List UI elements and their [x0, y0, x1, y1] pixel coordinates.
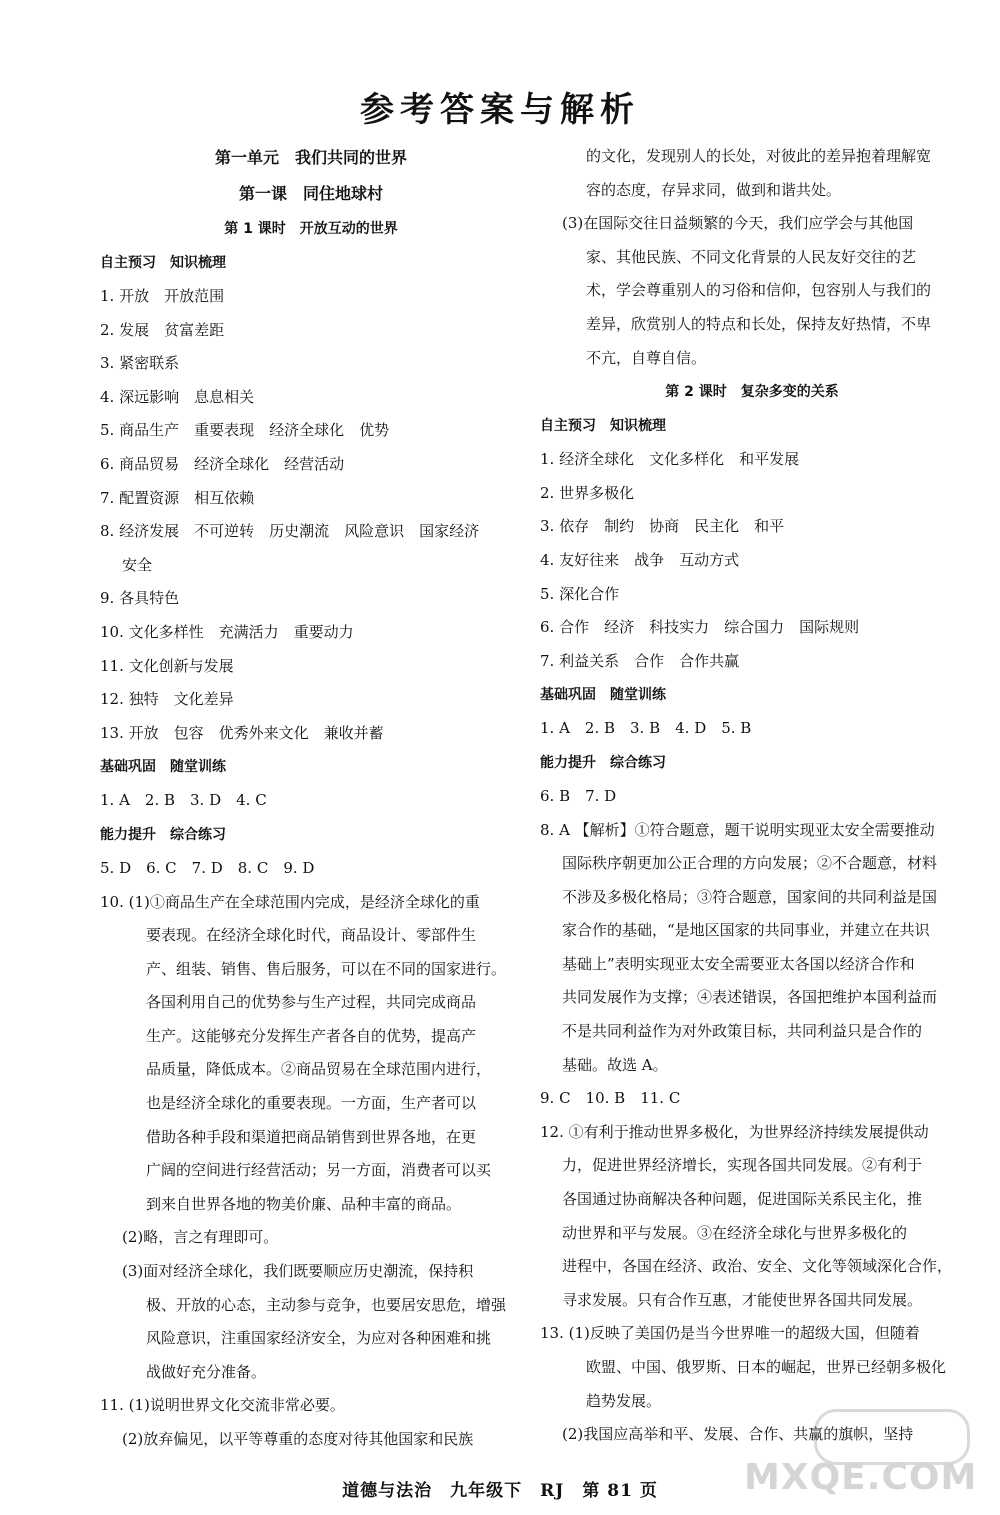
answer-line: 2. 发展 贫富差距: [100, 320, 225, 339]
answer-line: 6. B 7. D: [540, 786, 617, 805]
answer-line: 13. 开放 包容 优秀外来文化 兼收并蓄: [100, 723, 384, 742]
answer-line: 进程中，各国在经济、政治、安全、文化等领域深化合作，: [562, 1257, 953, 1276]
page-title: 参考答案与解析: [360, 90, 640, 130]
answer-line: 8. 经济发展 不可逆转 历史潮流 风险意识 国家经济: [100, 522, 480, 541]
answer-line: 安全: [122, 555, 153, 574]
answer-line: 3. 紧密联系: [100, 354, 180, 373]
answer-line: 1. 开放 开放范围: [100, 287, 225, 305]
answer-line: 借助各种手段和渠道把商品销售到世界各地，在更: [146, 1127, 477, 1146]
answer-line: 11. (1)说明世界文化交流非常必要。: [100, 1396, 345, 1415]
answer-line: 生产。这能够充分发挥生产者各自的优势，提高产: [146, 1026, 477, 1045]
answer-line: 不是共同利益作为对外政策目标，共同利益只是合作的: [562, 1022, 923, 1041]
answer-line: 不亢，自尊自信。: [586, 348, 707, 367]
answer-line: 到来自世界各地的物美价廉、品种丰富的商品。: [146, 1194, 462, 1213]
answer-line: 各国利用自己的优势参与生产过程，共同完成商品: [146, 993, 477, 1012]
answer-line: 5. D 6. C 7. D 8. C 9. D: [100, 858, 315, 877]
answer-line: 品质量，降低成本。②商品贸易在全球范围内进行，: [146, 1060, 492, 1079]
answer-line: 10. (1)①商品生产在全球范围内完成，是经济全球化的重: [100, 892, 480, 911]
section-heading-basic: 基础巩固 随堂训练: [540, 687, 666, 704]
answer-line: 趋势发展。: [586, 1391, 662, 1410]
answer-line: 8. A 【解析】①符合题意，题干说明实现亚太安全需要推动: [540, 820, 935, 839]
answer-line: 产、组装、销售、售后服务，可以在不同的国家进行。: [146, 959, 507, 978]
answer-line: 共同发展作为支撑；④表述错误，各国把维护本国利益而: [562, 988, 938, 1007]
answer-line: 5. 深化合作: [540, 584, 620, 603]
answer-line: 4. 深远影响 息息相关: [100, 387, 255, 406]
answer-line: 各国通过协商解决各种问题，促进国际关系民主化，推: [562, 1190, 923, 1209]
answer-line: 1. A 2. B 3. B 4. D 5. B: [540, 719, 752, 738]
answer-line: 1. A 2. B 3. D 4. C: [100, 791, 267, 810]
answer-line: 风险意识，注重国家经济安全，为应对各种困难和挑: [146, 1329, 492, 1348]
section-heading-ability: 能力提升 综合练习: [540, 754, 666, 771]
answer-line: 12. ①有利于推动世界多极化，为世界经济持续发展提供动: [540, 1122, 929, 1141]
section-heading-preview: 自主预习 知识梳理: [540, 418, 666, 435]
answer-line: 的文化，发现别人的长处，对彼此的差异抱着理解宽: [586, 147, 932, 165]
answer-line: 术，学会尊重别人的习俗和信仰，包容别人与我们的: [586, 281, 932, 300]
answer-line: 家、其他民族、不同文化背景的人民友好交往的艺: [586, 247, 917, 266]
period-heading: 第 1 课时 开放互动的世界: [224, 221, 398, 237]
section-heading-basic: 基础巩固 随堂训练: [100, 759, 226, 776]
answer-line: 极、开放的心态，主动参与竞争，也要居安思危，增强: [146, 1295, 507, 1314]
answer-line: 4. 友好往来 战争 互动方式: [540, 550, 740, 569]
answer-line: 广阔的空间进行经营活动；另一方面，消费者可以买: [146, 1161, 492, 1180]
answer-line: (2)我国应高举和平、发展、合作、共赢的旗帜，坚持: [562, 1425, 914, 1444]
answer-line: 差异，欣赏别人的特点和长处，保持友好热情，不卑: [586, 314, 932, 333]
answer-line: 容的态度，存异求同，做到和谐共处。: [586, 180, 842, 199]
unit-heading: 第一单元 我们共同的世界: [214, 148, 407, 167]
answer-line: (3)面对经济全球化，我们既要顺应历史潮流，保持积: [122, 1262, 474, 1281]
answer-line: 欧盟、中国、俄罗斯、日本的崛起，世界已经朝多极化: [586, 1358, 947, 1376]
answer-line: 7. 配置资源 相互依赖: [100, 488, 255, 507]
answer-line: 11. 文化创新与发展: [100, 656, 234, 675]
answer-line: 12. 独特 文化差异: [100, 690, 234, 709]
answer-line: 6. 合作 经济 科技实力 综合国力 国际规则: [540, 618, 860, 637]
left-column: [100, 140, 522, 1457]
answer-line: 9. 各具特色: [100, 589, 180, 608]
answer-line: 不涉及多极化格局；③符合题意，国家间的共同利益是国: [562, 887, 938, 906]
answer-line: 7. 利益关系 合作 合作共赢: [540, 651, 740, 670]
section-heading-preview: 自主预习 知识梳理: [100, 255, 226, 271]
lesson-heading: 第一课 同住地球村: [238, 184, 383, 203]
answer-line: (2)放弃偏见，以平等尊重的态度对待其他国家和民族: [122, 1430, 474, 1448]
answer-line: 国际秩序朝更加公正合理的方向发展；②不合题意，材料: [562, 854, 938, 873]
right-column: [540, 140, 964, 1452]
answer-line: 1. 经济全球化 文化多样化 和平发展: [540, 450, 800, 469]
answer-line: 动世界和平与发展。③在经济全球化与世界多极化的: [562, 1223, 908, 1242]
answer-line: 力，促进世界经济增长，实现各国共同发展。②有利于: [562, 1156, 923, 1175]
answer-line: 家合作的基础，“是地区国家的共同事业，并建立在共识: [562, 921, 930, 940]
period-heading-2: 第 2 课时 复杂多变的关系: [665, 384, 839, 401]
answer-line: 6. 商品贸易 经济全球化 经营活动: [100, 454, 345, 473]
answer-line: 13. (1)反映了美国仍是当今世界唯一的超级大国，但随着: [540, 1324, 920, 1343]
page-footer: 道德与法治 九年级下 RJ 第 81 页: [342, 1481, 658, 1501]
answer-line: 要表现。在经济全球化时代，商品设计、零部件生: [146, 926, 477, 945]
answer-line: 9. C 10. B 11. C: [540, 1089, 681, 1108]
answer-line: 基础。故选 A。: [562, 1055, 668, 1074]
answer-line: 寻求发展。只有合作互惠，才能使世界各国共同发展。: [562, 1290, 923, 1309]
answer-line: 战做好充分准备。: [146, 1362, 267, 1381]
answer-line: 10. 文化多样性 充满活力 重要动力: [100, 622, 354, 641]
section-heading-ability: 能力提升 综合练习: [100, 826, 226, 843]
answer-line: 3. 依存 制约 协商 民主化 和平: [540, 517, 785, 536]
answer-line: 也是经济全球化的重要表现。一方面，生产者可以: [146, 1094, 477, 1113]
answer-line: 2. 世界多极化: [540, 483, 635, 502]
answer-line: (3)在国际交往日益频繁的今天，我们应学会与其他国: [562, 214, 914, 233]
answer-line: 基础上”表明实现亚太安全需要亚太各国以经济合作和: [562, 954, 915, 973]
answer-line: (2)略，言之有理即可。: [122, 1228, 279, 1247]
answer-line: 5. 商品生产 重要表现 经济全球化 优势: [100, 421, 390, 440]
watermark-text: MXQE.COM: [744, 1457, 978, 1498]
